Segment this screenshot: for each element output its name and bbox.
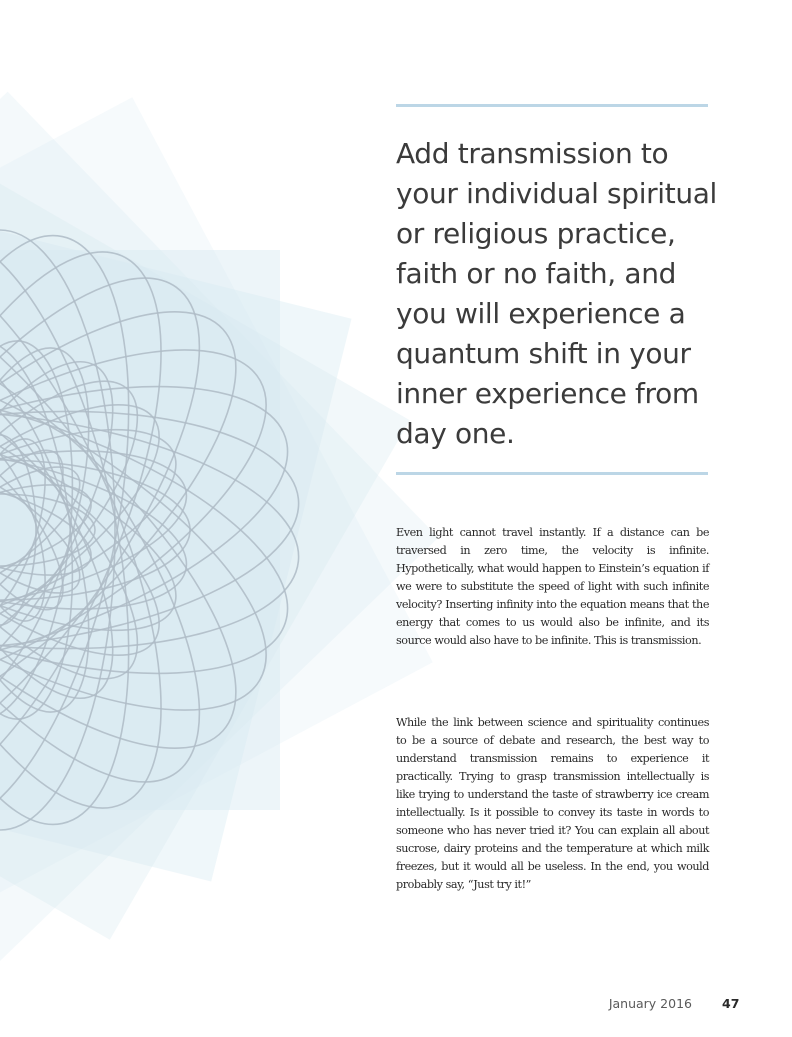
translucent-squares [0,92,438,969]
top-divider [396,104,708,107]
body-paragraph-1: Even light cannot travel instantly. If a distance can be traversed in zero time, the velocity is infinite. Hypothetically, what would happen to Einstein’s equation if we were to substitute the speed of light with such infinite velocity? Inserting infinity into the equation means that the energy that comes to us would also be infinite, and its source would also have to be infinite. This is transmission. [396,526,709,647]
body-paragraph-2: While the link between science and spirituality continues to be a source of debate and research, the best way to understand transmission remains to experience it practically. Trying to grasp transmission intellectually is like trying to understand the taste of strawberry ice cream intellectually. Is it possible to convey its taste in words to someone who has never tried it? You can explain all about sucrose, dairy proteins and the temperature at which milk freezes, but it would all be useless. In the end, you would probably say, “Just try it!” [396,716,709,891]
footer-date: January 2016 [608,996,692,1011]
bottom-divider [396,472,708,475]
page-number: 47 [722,996,740,1011]
pull-quote: Add transmission to your individual spiritual or religious practice, faith or no faith, and you will experience a quantum shift in your inner experience from day one. [396,137,717,450]
